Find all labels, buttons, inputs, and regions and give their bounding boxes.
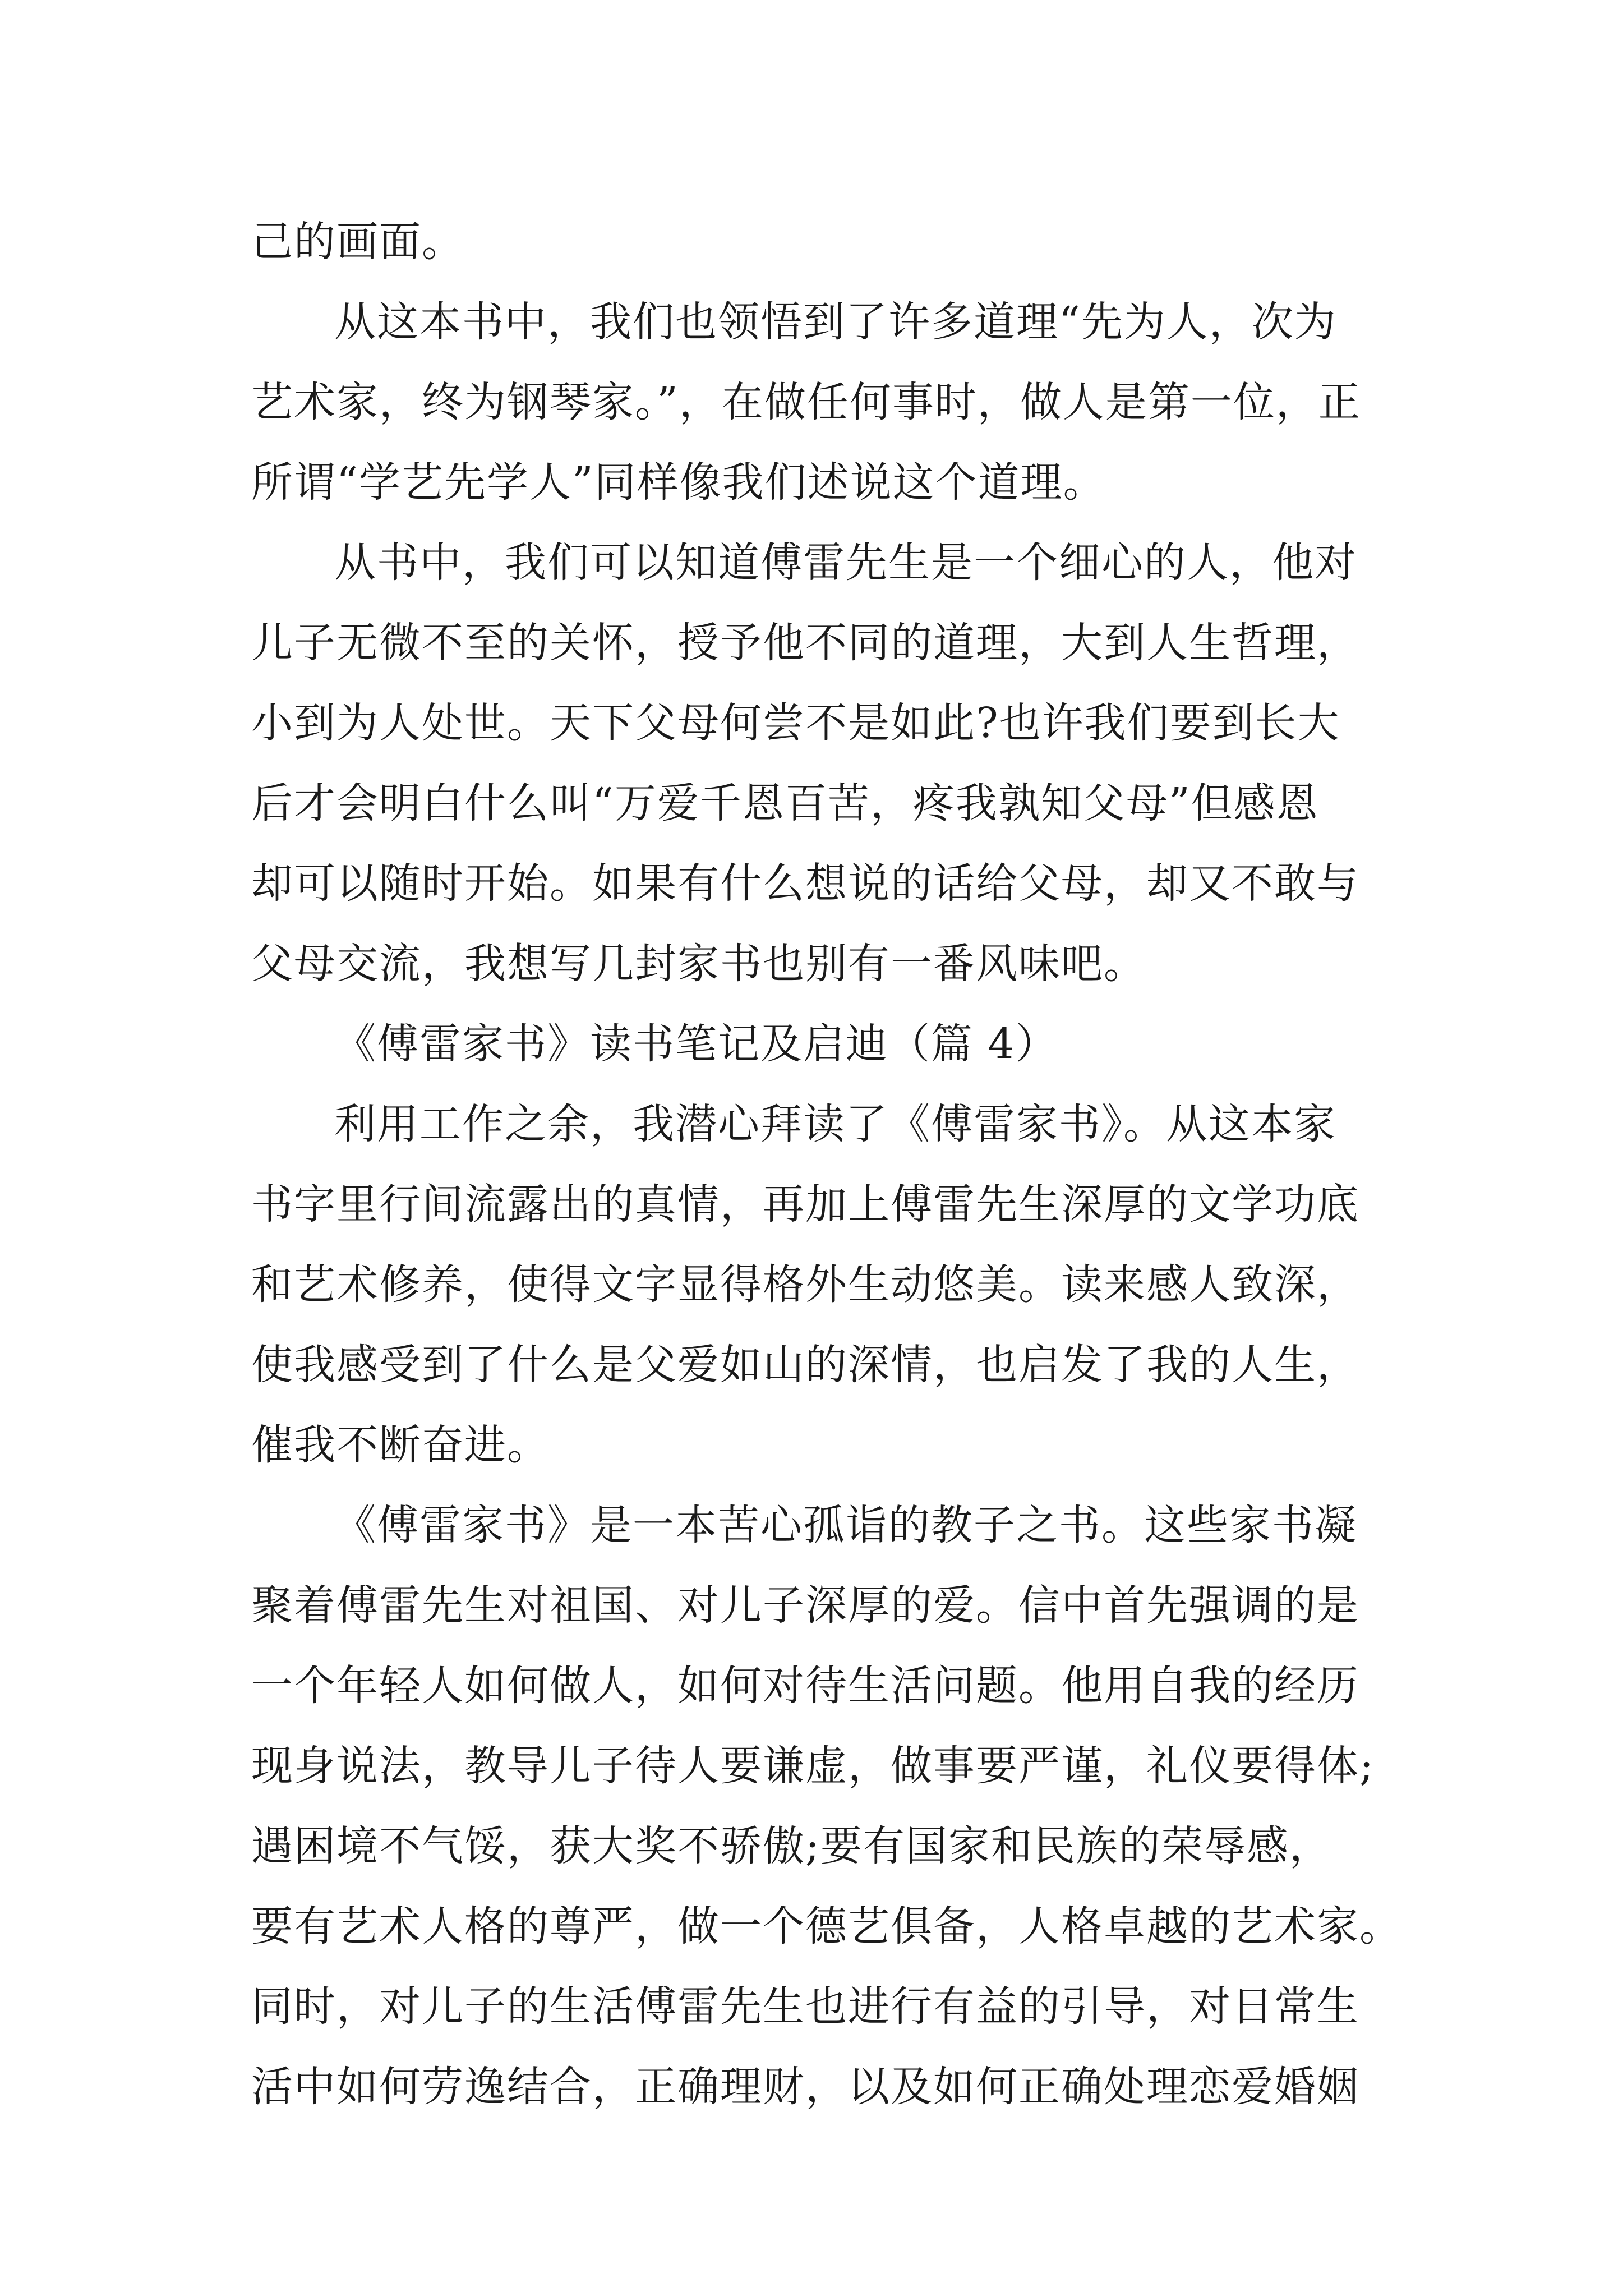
text-line: 从书中，我们可以知道傅雷先生是一个细心的人，他对 xyxy=(334,539,1357,587)
document-body xyxy=(251,202,1402,2127)
paragraph-5 xyxy=(251,1485,1402,2127)
section-heading xyxy=(251,1004,1373,1084)
heading-text: 《傅雷家书》读书笔记及启迪（篇 4） xyxy=(334,1020,1058,1068)
text-line: 《傅雷家书》是一本苦心孤诣的教子之书。这些家书凝 xyxy=(334,1501,1357,1549)
text-line: 后才会明白什么叫“万爱千恩百苦，疼我孰知父母”但感恩 xyxy=(251,779,1319,827)
text-line: 己的画面。 xyxy=(251,218,464,266)
paragraph-1 xyxy=(251,202,1373,282)
text-line: 从这本书中，我们也领悟到了许多道理“先为人，次为 xyxy=(334,298,1337,346)
text-line: 使我感受到了什么是父爱如山的深情，也启发了我的人生， xyxy=(251,1341,1359,1389)
text-line: 父母交流，我想写几封家书也别有一番风味吧。 xyxy=(251,940,1146,988)
paragraph-4 xyxy=(251,1084,1373,1485)
text-line: 艺术家，终为钢琴家。”，在做任何事时，做人是第一位，正 xyxy=(251,378,1361,426)
paragraph-3 xyxy=(251,523,1373,1004)
text-line: 一个年轻人如何做人，如何对待生活问题。他用自我的经历 xyxy=(251,1662,1359,1710)
text-line: 聚着傅雷先生对祖国、对儿子深厚的爱。信中首先强调的是 xyxy=(251,1581,1359,1630)
text-line: 和艺术修养，使得文字显得格外生动悠美。读来感人致深， xyxy=(251,1260,1359,1309)
text-line: 催我不断奋进。 xyxy=(251,1421,550,1469)
text-line: 却可以随时开始。如果有什么想说的话给父母，却又不敢与 xyxy=(251,859,1359,908)
text-line: 利用工作之余，我潜心拜读了《傅雷家书》。从这本家 xyxy=(334,1100,1336,1148)
text-line: 小到为人处世。天下父母何尝不是如此?也许我们要到长大 xyxy=(251,699,1340,747)
text-line: 要有艺术人格的尊严，做一个德艺俱备，人格卓越的艺术家。 xyxy=(251,1902,1402,1950)
text-line: 遇困境不气馁，获大奖不骄傲;要有国家和民族的荣辱感， xyxy=(251,1822,1332,1870)
text-line: 所谓“学艺先学人”同样像我们述说这个道理。 xyxy=(251,458,1106,507)
text-line: 现身说法，教导儿子待人要谦虚，做事要严谨，礼仪要得体; xyxy=(251,1742,1375,1790)
text-line: 活中如何劳逸结合，正确理财，以及如何正确处理恋爱婚姻 xyxy=(251,2063,1359,2111)
text-line: 书字里行间流露出的真情，再加上傅雷先生深厚的文学功底 xyxy=(251,1180,1359,1228)
text-line: 儿子无微不至的关怀，授予他不同的道理，大到人生哲理， xyxy=(251,619,1359,667)
text-line: 同时，对儿子的生活傅雷先生也进行有益的引导，对日常生 xyxy=(251,1982,1359,2031)
paragraph-2 xyxy=(251,282,1373,523)
